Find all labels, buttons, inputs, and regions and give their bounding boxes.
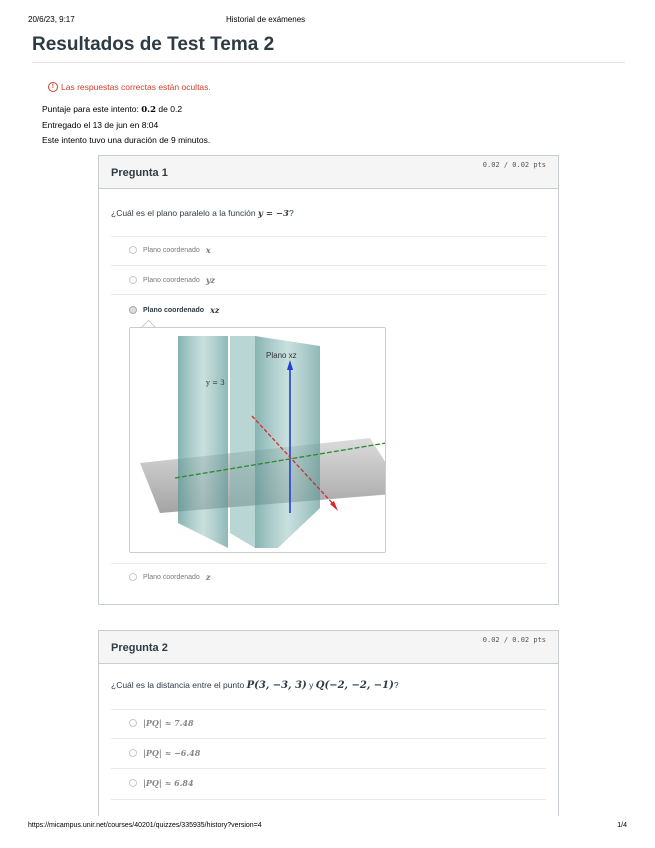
print-title: Historial de exámenes [226, 15, 306, 24]
answer-math: |PQ| ≈ 7.48 [143, 718, 194, 728]
plane-y-label: y = 3 [206, 379, 225, 387]
question-math: y = −3 [257, 209, 289, 219]
answer-label: Plano coordenado [143, 573, 200, 581]
answer-divider [111, 265, 546, 266]
question-text-part: ¿Cuál es el plano paralelo a la función [111, 208, 258, 218]
print-date: 20/6/23, 9:17 [28, 15, 75, 24]
question-1 [98, 155, 559, 605]
page-number: 1/4 [617, 822, 627, 829]
plane-edge [230, 336, 255, 548]
notice-text: Las respuestas correctas están ocultas. [61, 82, 211, 92]
answer-math: |PQ| ≈ −6.48 [143, 748, 201, 758]
answer-math: z [205, 572, 211, 582]
page-url: https://micampus.unir.net/courses/40201/quizzes/335935/history?version=4 [28, 822, 262, 829]
answer-divider [111, 294, 546, 295]
answer-option[interactable] [129, 748, 200, 758]
radio-button[interactable] [129, 779, 137, 787]
question-2 [98, 630, 559, 816]
answer-divider [111, 799, 546, 800]
answer-label: Plano coordenado [143, 306, 205, 314]
question-text-part: ? [288, 208, 294, 218]
answer-divider [111, 563, 546, 564]
plane-xz [255, 336, 320, 548]
question-title: Pregunta 2 [111, 642, 168, 654]
page-title: Resultados de Test Tema 2 [32, 34, 275, 55]
question-1-header [99, 156, 558, 189]
answer-math: x [205, 245, 211, 255]
answer-divider [111, 236, 546, 237]
question-text-part: ¿Cuál es la distancia entre el punto [111, 680, 247, 690]
answer-option[interactable] [129, 778, 194, 788]
question-points: 0.02 / 0.02 pts [482, 636, 546, 644]
hidden-answers-notice [48, 82, 211, 92]
answer-label: Plano coordenado [143, 246, 200, 254]
score-value: 0.2 [141, 105, 157, 115]
score-line [42, 104, 182, 115]
plane-figure-svg [130, 328, 385, 552]
radio-button[interactable] [129, 719, 137, 727]
question-text [111, 208, 294, 219]
answer-divider [111, 768, 546, 769]
answer-divider [111, 738, 546, 739]
question-math-q: Q(−2, −2, −1) [315, 680, 394, 691]
duration-line: Este intento tuvo una duración de 9 minutos. [42, 135, 211, 145]
score-total: de 0.2 [156, 104, 183, 114]
plane-xz-label: Plano xz [266, 351, 297, 360]
submitted-line: Entregado el 13 de jun en 8:04 [42, 120, 159, 130]
radio-button[interactable] [129, 749, 137, 757]
radio-button[interactable] [129, 246, 137, 254]
title-divider [32, 62, 625, 63]
question-text-part: ? [393, 680, 399, 690]
answer-math: |PQ| ≈ 6.84 [143, 778, 194, 788]
answer-option[interactable] [129, 572, 210, 582]
plane-y-3 [178, 336, 228, 548]
answer-divider [111, 709, 546, 710]
answer-math: yz [205, 275, 216, 285]
question-math-p: P(3, −3, 3) [246, 680, 307, 691]
score-label: Puntaje para este intento: [42, 104, 142, 114]
answer-math: xz [210, 305, 220, 315]
question-text [111, 680, 399, 691]
question-title: Pregunta 1 [111, 167, 168, 179]
answer-option[interactable] [129, 275, 215, 285]
info-icon: ! [48, 82, 58, 92]
answer-option-selected[interactable] [129, 305, 219, 315]
answer-figure [129, 327, 386, 553]
question-text-part: y [306, 680, 316, 690]
radio-button-selected[interactable] [129, 306, 137, 314]
question-points: 0.02 / 0.02 pts [482, 161, 546, 169]
radio-button[interactable] [129, 276, 137, 284]
radio-button[interactable] [129, 573, 137, 581]
question-2-header [99, 631, 558, 664]
answer-option[interactable] [129, 718, 194, 728]
answer-option[interactable] [129, 245, 211, 255]
answer-label: Plano coordenado [143, 276, 200, 284]
